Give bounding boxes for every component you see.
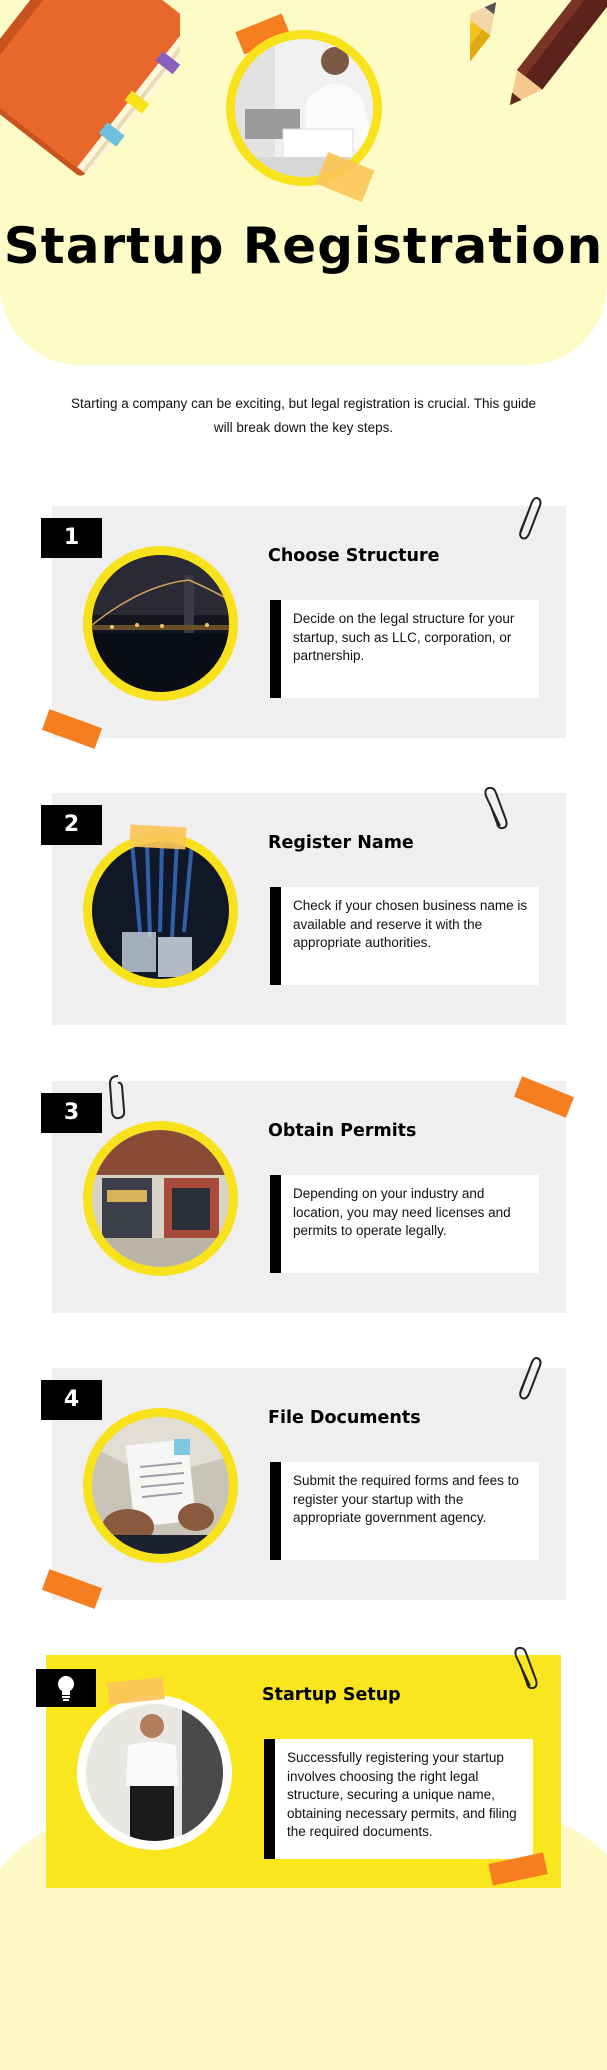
step-description: Check if your chosen business name is available and reserve it with the appropriate authorities.: [293, 898, 528, 950]
step-number-badge: 3: [41, 1093, 102, 1133]
notebook-illustration: [0, 0, 180, 200]
bridge-at-night-photo: [92, 555, 229, 692]
summary-title: Startup Setup: [262, 1685, 401, 1705]
page-title: Startup Registration: [3, 217, 604, 275]
step-photo-frame: [83, 1408, 238, 1563]
summary-description-box: [264, 1739, 533, 1859]
step-description: Depending on your industry and location, you may need licenses and permits to operate legally.: [293, 1186, 511, 1238]
paperclip-icon: [104, 1072, 134, 1122]
intro-text: Starting a company can be exciting, but legal registration is crucial. This guide will break down the key steps.: [71, 396, 536, 435]
businessman-photo: [86, 1704, 223, 1841]
step-photo-frame: [83, 833, 238, 988]
step-number-badge: 4: [41, 1380, 102, 1420]
paperclip-icon: [512, 494, 542, 544]
step-number-badge: 1: [41, 518, 102, 558]
name-badges-photo: [92, 842, 229, 979]
step-title: Obtain Permits: [268, 1121, 417, 1141]
summary-description: Successfully registering your startup involves choosing the right legal structure, securing a unique name, obtaining necessary permits, and filing the required documents.: [287, 1750, 517, 1839]
step-title: Choose Structure: [268, 546, 440, 566]
step-description: Submit the required forms and fees to register your startup with the appropriate government agency.: [293, 1473, 519, 1525]
hero-photo-frame: [226, 30, 382, 186]
step-description-box: [270, 887, 539, 985]
person-at-laptop-photo: [235, 39, 373, 177]
step-title: File Documents: [268, 1408, 421, 1428]
summary-photo-frame: [77, 1695, 232, 1850]
tape-strip: [129, 825, 186, 850]
step-number-badge: 2: [41, 805, 102, 845]
paperclip-icon: [512, 1354, 542, 1404]
paperclip-icon: [508, 1644, 538, 1694]
storefront-photo: [92, 1130, 229, 1267]
step-description-box: [270, 600, 539, 698]
step-title: Register Name: [268, 833, 414, 853]
step-photo-frame: [83, 1121, 238, 1276]
step-description-box: [270, 1175, 539, 1273]
step-card: [52, 1368, 566, 1600]
step-description: Decide on the legal structure for your startup, such as LLC, corporation, or partnership.: [293, 611, 515, 663]
clipboard-form-photo: [92, 1417, 229, 1554]
step-description-box: [270, 1462, 539, 1560]
step-card: [52, 506, 566, 738]
paperclip-icon: [478, 784, 508, 834]
lightbulb-icon: [36, 1669, 96, 1707]
step-photo-frame: [83, 546, 238, 701]
pencils-illustration: [470, 0, 607, 215]
